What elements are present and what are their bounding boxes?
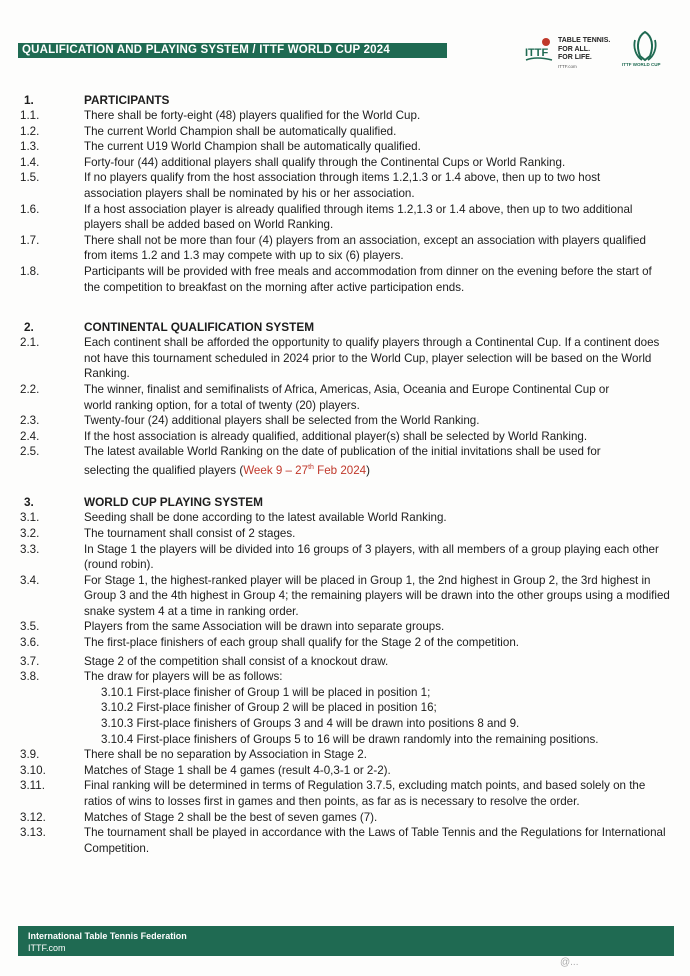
section-heading: 3. WORLD CUP PLAYING SYSTEM	[24, 495, 263, 510]
clause: 3.12. Matches of Stage 2 shall be the best of seven games (7).	[20, 810, 378, 824]
footer-organization: International Table Tennis Federation	[28, 931, 187, 941]
clause: 2.3. Twenty-four (24) additional players shall be selected from the World Ranking.	[20, 414, 480, 428]
sub-clause: 3.10.4 First-place finishers of Groups 5 to 16 will be drawn randomly into the remaining positions.	[101, 732, 599, 746]
document-body	[20, 92, 670, 856]
clause: 3.10. Matches of Stage 1 shall be 4 games (result 4-0,3-1 or 2-2).	[20, 763, 391, 777]
document-header-title: QUALIFICATION AND PLAYING SYSTEM / ITTF WORLD CUP 2024	[18, 43, 447, 58]
document-footer	[18, 926, 674, 956]
ittf-logo-text: TABLE TENNIS. FOR ALL. FOR LIFE. ITTF.com	[558, 37, 611, 69]
section-heading: 2. CONTINENTAL QUALIFICATION SYSTEM	[24, 320, 315, 335]
footer-website: ITTF.com	[28, 943, 66, 953]
clause: 2.5. The latest available World Ranking on the date of publication of the initial invitations shall be used for selecting the qualified players (Week 9 – 27th Feb 2024)	[20, 445, 601, 477]
clause: 1.5. If no players qualify from the host association through items 1.2,1.3 or 1.4 above, then up to two host association players shall be nominated by his or her association.	[20, 171, 601, 200]
world-cup-logo-icon	[630, 30, 660, 62]
clause: 1.4. Forty-four (44) additional players shall qualify through the Continental Cups or World Ranking.	[20, 155, 566, 169]
ittf-logo-icon	[522, 36, 556, 66]
section-participants	[20, 92, 670, 295]
clause: 1.6. If a host association player is already qualified through items 1.2,1.3 or 1.4 above, then up to two additional players shall be added based on World Ranking.	[20, 202, 633, 232]
clause: 3.5. Players from the same Association will be drawn into separate groups.	[20, 620, 445, 634]
world-cup-logo-text: ITTF WORLD CUP	[622, 62, 661, 67]
clause: 3.8. The draw for players will be as follows:	[20, 670, 283, 684]
clause: 3.4. For Stage 1, the highest-ranked player will be placed in Group 1, the 2nd highest in Group 2, the 3rd highest in Group 3 and the 4th highest in Group 4; the remaining players will be drawn into the other groups using a modified snake system 4 at a time in ranking order.	[20, 573, 670, 618]
clause: 3.13. The tournament shall be played in accordance with the Laws of Table Tennis and the Regulations for International Competition.	[20, 826, 666, 855]
ranking-week-highlight: Week 9 – 27th Feb 2024	[243, 463, 367, 477]
sub-clause: 3.10.3 First-place finishers of Groups 3 and 4 will be drawn into positions 8 and 9.	[101, 717, 520, 731]
clause: 3.11. Final ranking will be determined in terms of Regulation 3.7.5, excluding match points, and based solely on the ratios of wins to losses first in games and then points, as far as is necessary to resolve the order.	[20, 779, 646, 809]
clause: 3.1. Seeding shall be done according to the latest available World Ranking.	[20, 511, 447, 525]
clause: 3.2. The tournament shall consist of 2 stages.	[20, 526, 296, 540]
clause: 3.3. In Stage 1 the players will be divided into 16 groups of 3 players, with all members of a group playing each other (round robin).	[20, 542, 659, 572]
clause: 3.7. Stage 2 of the competition shall consist of a knockout draw.	[20, 654, 389, 668]
watermark: @...	[560, 957, 579, 968]
section-heading: 1. PARTICIPANTS	[24, 93, 170, 107]
sub-clause: 3.10.1 First-place finisher of Group 1 will be placed in position 1;	[101, 685, 431, 699]
clause: 1.1. There shall be forty-eight (48) players qualified for the World Cup.	[20, 109, 421, 122]
clause: 1.2. The current World Champion shall be automatically qualified.	[20, 124, 397, 138]
section-playing-system	[20, 494, 670, 856]
clause: 1.8. Participants will be provided with free meals and accommodation from dinner on the evening before the start of the competition to breakfast on the morning after active participation ends.	[20, 264, 652, 294]
clause: 2.2. The winner, finalist and semifinalists of Africa, Americas, Asia, Oceania and Europe Continental Cup or world ranking option, for a total of twenty (20) players.	[20, 382, 610, 412]
clause: 3.9. There shall be no separation by Association in Stage 2.	[20, 748, 367, 762]
clause: 2.1. Each continent shall be afforded the opportunity to qualify players through a Continental Cup. If a continent does not have this tournament scheduled in 2024 prior to the World Cup, player selection will be based on the World Ranking.	[20, 336, 660, 381]
clause: 3.6. The first-place finishers of each group shall qualify for the Stage 2 of the competition.	[20, 636, 520, 650]
clause: 2.4. If the host association is already qualified, additional player(s) shall be selected by World Ranking.	[20, 429, 588, 443]
sub-clause: 3.10.2 First-place finisher of Group 2 will be placed in position 16;	[101, 701, 437, 715]
section-continental-qualification	[20, 319, 670, 478]
svg-text:ITTF: ITTF	[525, 47, 549, 59]
clause: 1.3. The current U19 World Champion shall be automatically qualified.	[20, 140, 421, 154]
clause: 1.7. There shall not be more than four (4) players from an association, except an association with players qualified from items 1.2 and 1.3 may compete with up to six (6) players.	[20, 233, 646, 263]
